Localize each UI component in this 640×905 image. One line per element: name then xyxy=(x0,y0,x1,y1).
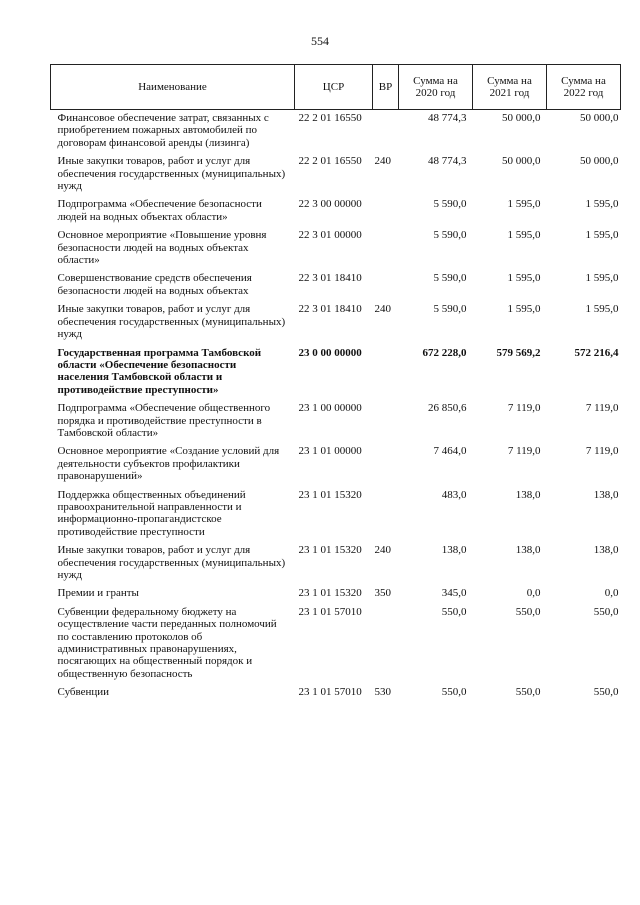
row-name: Иные закупки товаров, работ и услуг для обеспечения государственных (муниципальных) нужд xyxy=(57,303,286,341)
row-sum-2022: 0,0 xyxy=(604,587,619,600)
row-name: Основное мероприятие «Создание условий для деятельности субъектов профилактики правонарушений» xyxy=(57,445,280,483)
row-csr: 23 1 01 00000 xyxy=(298,445,362,458)
row-sum-2021: 50 000,0 xyxy=(502,112,541,124)
row-vr xyxy=(373,270,399,301)
table-row xyxy=(51,585,621,603)
table-row xyxy=(51,345,621,401)
row-sum-2022: 572 216,4 xyxy=(574,346,619,359)
table-row xyxy=(51,604,621,684)
row-sum-2020: 672 228,0 xyxy=(422,346,467,359)
row-csr: 22 3 00 00000 xyxy=(298,198,362,211)
row-sum-2021: 1 595,0 xyxy=(507,303,541,316)
row-csr: 23 1 00 00000 xyxy=(298,402,362,415)
row-sum-2020: 48 774,3 xyxy=(428,112,467,124)
row-name: Поддержка общественных объединений правоохранительной направленности и информационно-пропагандистское противодействие преступности xyxy=(57,488,246,538)
row-sum-2020: 345,0 xyxy=(441,587,467,600)
table-row xyxy=(51,400,621,443)
table-row xyxy=(51,487,621,543)
table-header xyxy=(51,65,621,110)
row-name: Иные закупки товаров, работ и услуг для обеспечения государственных (муниципальных) нужд xyxy=(57,155,286,193)
row-sum-2020: 550,0 xyxy=(441,605,467,618)
row-sum-2022: 1 595,0 xyxy=(585,229,619,242)
row-sum-2021: 1 595,0 xyxy=(507,198,541,211)
row-sum-2020: 5 590,0 xyxy=(433,229,467,242)
row-sum-2022: 7 119,0 xyxy=(585,445,619,458)
row-csr: 22 3 01 00000 xyxy=(298,229,362,242)
row-vr xyxy=(373,227,399,270)
row-sum-2020: 26 850,6 xyxy=(428,402,467,415)
row-csr: 22 2 01 16550 xyxy=(298,155,362,168)
table-row xyxy=(51,270,621,301)
row-vr xyxy=(373,400,399,443)
row-sum-2021: 579 569,2 xyxy=(496,346,541,359)
row-sum-2022: 50 000,0 xyxy=(580,155,619,168)
row-csr: 23 1 01 15320 xyxy=(298,488,362,501)
row-sum-2021: 1 595,0 xyxy=(507,229,541,242)
row-name: Совершенствование средств обеспечения безопасности людей на водных объектах xyxy=(57,272,252,297)
row-csr: 22 3 01 18410 xyxy=(298,272,362,285)
header-sum-2022: Сумма на 2022 год xyxy=(547,65,621,110)
row-name: Премии и гранты xyxy=(57,587,139,600)
header-name: Наименование xyxy=(51,65,295,110)
header-csr: ЦСР xyxy=(295,65,373,110)
row-vr: 240 xyxy=(374,155,391,168)
row-sum-2020: 5 590,0 xyxy=(433,303,467,316)
row-vr: 530 xyxy=(374,686,391,699)
row-vr xyxy=(373,110,399,154)
row-vr xyxy=(373,487,399,543)
table-row xyxy=(51,227,621,270)
table-row xyxy=(51,542,621,585)
row-name: Иные закупки товаров, работ и услуг для обеспечения государственных (муниципальных) нужд xyxy=(57,544,286,581)
row-sum-2020: 5 590,0 xyxy=(433,198,467,211)
table-row xyxy=(51,684,621,702)
row-vr xyxy=(373,604,399,684)
table-row xyxy=(51,110,621,154)
row-name: Финансовое обеспечение затрат, связанных с приобретением пожарных автомобилей по договорам финансовой аренды (лизинга) xyxy=(57,112,269,149)
row-sum-2022: 7 119,0 xyxy=(585,402,619,415)
row-csr: 23 1 01 57010 xyxy=(298,605,362,618)
row-name: Государственная программа Тамбовской области «Обеспечение безопасности населения Тамбовской области и противодействие преступности» xyxy=(57,346,262,396)
table-body xyxy=(51,110,621,703)
row-vr xyxy=(373,196,399,227)
row-sum-2020: 5 590,0 xyxy=(433,272,467,285)
row-sum-2022: 1 595,0 xyxy=(585,198,619,211)
row-sum-2021: 0,0 xyxy=(526,587,541,600)
row-vr xyxy=(373,443,399,486)
row-vr: 240 xyxy=(374,303,391,316)
row-sum-2021: 1 595,0 xyxy=(507,272,541,285)
row-sum-2021: 7 119,0 xyxy=(507,445,541,458)
row-name: Подпрограмма «Обеспечение безопасности людей на водных объектах области» xyxy=(57,198,262,223)
row-sum-2020: 483,0 xyxy=(441,488,467,501)
row-csr: 22 2 01 16550 xyxy=(298,112,362,124)
row-sum-2022: 138,0 xyxy=(593,488,619,501)
budget-table xyxy=(50,64,621,703)
row-vr: 240 xyxy=(374,544,391,557)
row-sum-2022: 1 595,0 xyxy=(585,272,619,285)
row-csr: 22 3 01 18410 xyxy=(298,303,362,316)
row-sum-2020: 7 464,0 xyxy=(433,445,467,458)
row-sum-2021: 138,0 xyxy=(515,488,541,501)
row-csr: 23 1 01 15320 xyxy=(298,544,362,557)
row-name: Подпрограмма «Обеспечение общественного порядка и противодействие преступности в Тамбовской области» xyxy=(57,402,271,439)
row-sum-2020: 550,0 xyxy=(441,686,467,699)
header-vr: ВР xyxy=(373,65,399,110)
row-sum-2021: 550,0 xyxy=(515,686,541,699)
row-sum-2022: 550,0 xyxy=(593,686,619,699)
header-sum-2020: Сумма на 2020 год xyxy=(399,65,473,110)
row-sum-2022: 1 595,0 xyxy=(585,303,619,316)
row-name: Основное мероприятие «Повышение уровня безопасности людей на водных объектах области» xyxy=(57,229,267,267)
table-row xyxy=(51,443,621,486)
row-sum-2020: 138,0 xyxy=(441,544,467,557)
table-row xyxy=(51,301,621,344)
row-sum-2022: 138,0 xyxy=(593,544,619,557)
header-sum-2021: Сумма на 2021 год xyxy=(473,65,547,110)
page-number: 554 xyxy=(311,34,329,48)
row-sum-2021: 138,0 xyxy=(515,544,541,557)
row-vr xyxy=(373,345,399,401)
row-sum-2022: 550,0 xyxy=(593,605,619,618)
row-csr: 23 1 01 15320 xyxy=(298,587,362,600)
row-sum-2021: 7 119,0 xyxy=(507,402,541,415)
row-sum-2020: 48 774,3 xyxy=(428,155,467,168)
row-csr: 23 0 00 00000 xyxy=(298,346,362,359)
row-name: Субвенции xyxy=(57,686,110,699)
row-csr: 23 1 01 57010 xyxy=(298,686,362,699)
row-sum-2021: 550,0 xyxy=(515,605,541,618)
row-vr: 350 xyxy=(374,587,391,600)
table-row xyxy=(51,153,621,196)
table-row xyxy=(51,196,621,227)
row-sum-2022: 50 000,0 xyxy=(580,112,619,124)
row-sum-2021: 50 000,0 xyxy=(502,155,541,168)
row-name: Субвенции федеральному бюджету на осуществление части переданных полномочий по составлению протоколов об административных правонарушениях, посягающих на общественный порядок и общественную безопасность xyxy=(57,605,277,680)
